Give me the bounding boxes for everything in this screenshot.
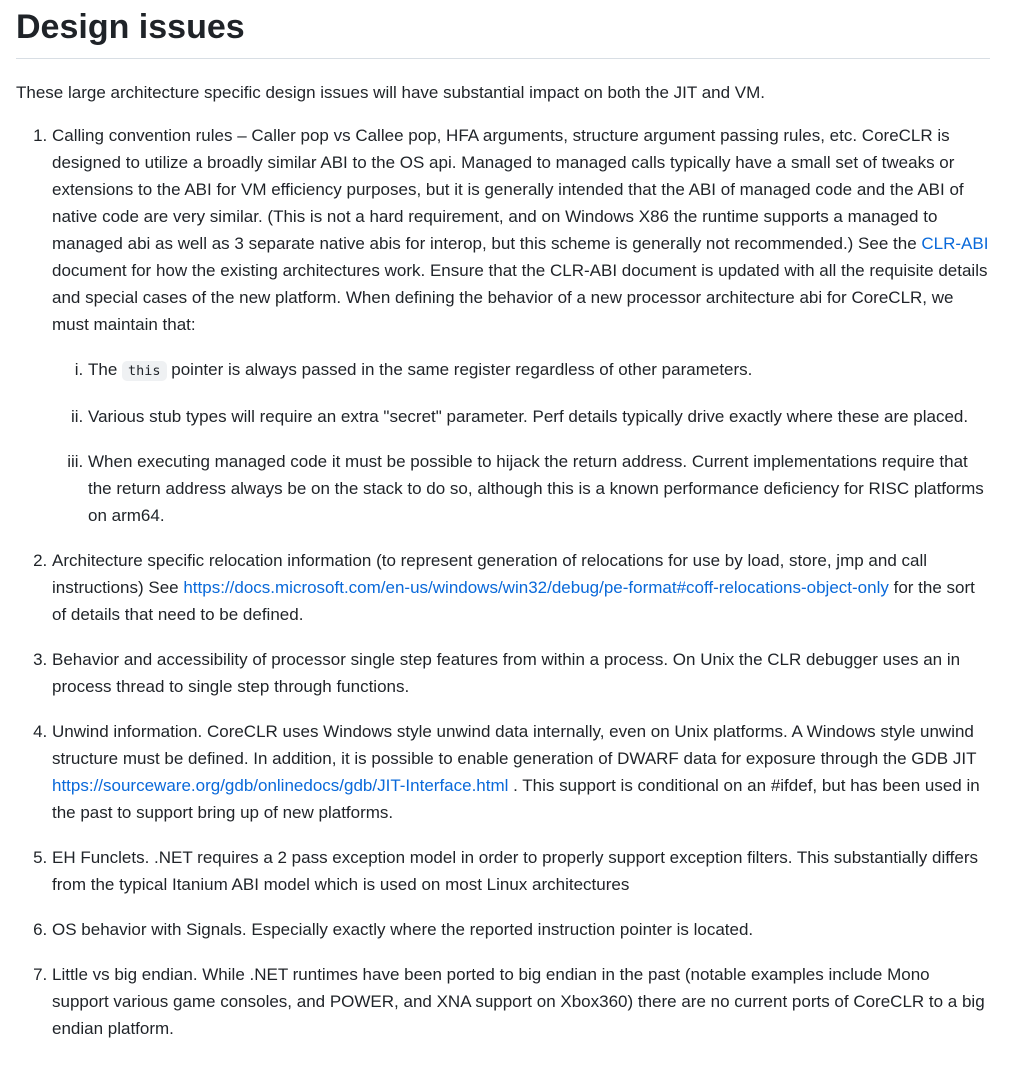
sub-item-hijack-return: iii. When executing managed code it must be possible to hijack the return address. Current implementations require that the return address always be on the stack to do so, although this is a known performance deficiency for RISC platforms on arm64.	[88, 448, 990, 529]
abi-requirements-list	[52, 356, 990, 529]
item-text: document for how the existing architectures work. Ensure that the CLR-ABI document is updated with all the requisite details and special cases of the new platform. When defining the behavior of a new processor architecture abi for CoreCLR, we must maintain that:	[52, 261, 988, 334]
list-item-relocation	[52, 547, 990, 628]
gdb-jit-link[interactable]: https://sourceware.org/gdb/onlinedocs/gdb/JIT-Interface.html	[52, 776, 509, 795]
list-item-eh-funclets: 5. EH Funclets. .NET requires a 2 pass exception model in order to properly support exception filters. This substantially differs from the typical Itanium ABI model which is used on most Linux architectures	[52, 844, 990, 898]
section-heading: Design issues	[16, 0, 990, 59]
pe-format-link[interactable]: https://docs.microsoft.com/en-us/windows/win32/debug/pe-format#coff-relocations-object-only	[183, 578, 889, 597]
sub-item-secret-parameter: ii. Various stub types will require an extra "secret" parameter. Perf details typically drive exactly where these are placed.	[88, 403, 990, 430]
inline-code: this	[122, 361, 167, 381]
design-issues-list	[16, 122, 990, 1042]
intro-paragraph: These large architecture specific design issues will have substantial impact on both the JIT and VM.	[16, 83, 766, 102]
item-text: for the sort of details that need to be defined.	[52, 578, 975, 624]
item-text: The	[88, 360, 123, 379]
list-item-calling-convention	[52, 122, 990, 529]
list-item-unwind	[52, 718, 990, 826]
item-text: Unwind information. CoreCLR uses Windows style unwind data internally, even on Unix platforms. A Windows style unwind structure must be defined. In addition, it is possible to enable generation of DWARF data for exposure through the GDB JIT	[52, 722, 977, 768]
item-text: Architecture specific relocation information (to represent generation of relocations for use by load, store, jmp and call instructions) See	[52, 551, 928, 597]
item-text: pointer is always passed in the same register regardless of other parameters.	[166, 360, 753, 379]
item-text: . This support is conditional on an #ifdef, but has been used in the past to support bring up of new platforms.	[52, 776, 980, 822]
item-text: Calling convention rules – Caller pop vs Callee pop, HFA arguments, structure argument passing rules, etc. CoreCLR is designed to utilize a broadly similar ABI to the OS api. Managed to managed calls typically have a small set of tweaks or extensions to the ABI for VM efficiency purposes, but it is generally intended that the ABI of managed code and the ABI of native code are very similar. (This is not a hard requirement, and on Windows X86 the runtime supports a managed to managed abi as well as 3 separate native abis for interop, but this scheme is generally not recommended.) See the	[52, 126, 964, 253]
list-item-signals: 6. OS behavior with Signals. Especially exactly where the reported instruction pointer is located.	[52, 916, 990, 943]
list-item-single-step: 3. Behavior and accessibility of processor single step features from within a process. On Unix the CLR debugger uses an in process thread to single step through functions.	[52, 646, 990, 700]
list-item-endian: 7. Little vs big endian. While .NET runtimes have been ported to big endian in the past (notable examples include Mono support various game consoles, and POWER, and XNA support on Xbox360) there are no current ports of CoreCLR to a big endian platform.	[52, 961, 990, 1042]
sub-item-this-pointer	[88, 356, 990, 385]
clr-abi-link[interactable]: CLR-ABI	[921, 234, 989, 253]
